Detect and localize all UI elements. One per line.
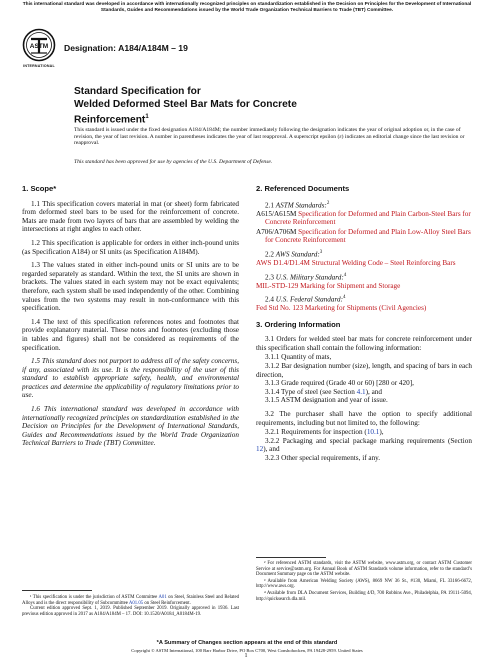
scope-heading: 1. Scope* [22,184,57,193]
issued-note: This standard is issued under the fixed designation A184/A184M; the number immediately following the designation indicates the year of original adoption or, in the case of revision, the year of last revision. A number in parentheses indicates the year of last reapproval. A superscript epsilon (ε) indicates an editorial change since the last revision or reapproval. [74,127,465,147]
ref-2-2-number: 2.2 [265,250,276,259]
summary-of-changes-note: *A Summary of Changes section appears at the end of this standard [156,640,338,646]
page-number: 1 [244,653,248,659]
ref-2-4-number: 2.4 [265,295,276,304]
scope-section [22,185,239,453]
section-10-1-link[interactable]: 10.1 [366,428,380,437]
designation: Designation: A184/A184M – 19 [64,43,188,53]
ref-mil-link[interactable]: Marking for Shipment and Storage [298,281,401,290]
ref-2-3-footnote: 4 [343,272,347,278]
page-title [74,86,454,127]
ordering-3-2-1-a: 3.2.1 Requirements for inspection ( [265,428,367,437]
footnote-1-text-a: ¹ This specification is under the jurisdiction of ASTM Committee [30,595,159,600]
left-footnote [22,595,239,617]
left-footnote-divider [22,590,92,591]
ordering-3-1-1: 3.1.1 Quantity of mats, [265,353,332,362]
astm-logo [22,27,56,73]
footnote-3: ³ Available from American Welding Society (AWS), 8669 NW 36 St., #130, Miami, FL 33166-6672, http://www.aws.org. [256,578,472,590]
ref-2-1-footnote: 2 [326,200,330,206]
scope-1-5: 1.5 This standard does not purport to address all of the safety concerns, if any, associated with its use. It is the responsibility of the user of this standard to establish appropriate safety, health, and environmental practices and determine the applicability of regulatory limitations prior to use. [22,357,239,400]
ordering-3-2: 3.2 The purchaser shall have the option to specify additional requirements, including but not limited to, the following: [256,410,472,427]
section-12-link[interactable]: 12 [256,445,264,454]
committee-link[interactable]: A01 [158,595,167,600]
ref-2-4-label: U.S. Federal Standard: [275,295,343,304]
footnote-1-text-c: on Steel Reinforcement. [143,600,191,606]
ordering-3-1-2: 3.1.2 Bar designation number (size), length, and spacing of bars in each direction, [256,362,472,379]
footnote-1-edition: Current edition approved Sept. 1, 2019. Published September 2019. Originally approved in 1936. Last previous edition approved in 2017 as A184/A184M – 17. DOI: 10.1520/A0184_A0184M-19. [22,606,239,617]
ref-a706-link[interactable]: Specification for Deformed and Plain Low-Alloy Steel Bars for Concrete Reinforcement [265,227,471,245]
scope-1-6: 1.6 This international standard was developed in accordance with internationally recognized principles on standardization established in the Decision on Principles for the Development of International Standards, Guides and Recommendations issued by the World Trade Organization Technical Barriers to Trade (TBT) Committee. [22,405,239,448]
title-line-1: Standard Specification for [74,86,201,97]
ordering-3-1-5: 3.1.5 ASTM designation and year of issue. [265,396,388,405]
ordering-3-1: 3.1 Orders for welded steel bar mats for concrete reinforcement under this specification shall contain the following information: [256,335,472,352]
ref-a615-link[interactable]: Specification for Deformed and Plain Carbon-Steel Bars for Concrete Reinforcement [265,209,471,227]
title-footnote-marker: 1 [145,114,149,120]
ref-aws-code: AWS D1.4/D1.4M [256,258,310,267]
ordering-3-2-2-a: 3.2.2 Packaging and special package marking requirements (Section [265,436,472,445]
ref-fed-code: Fed Std No. 123 [256,304,304,313]
scope-1-1: 1.1 This specification covers material in mat (or sheet) form fabricated from deformed steel bars to be used for the reinforcement of concrete. Mats are made from two layers of bars that are assembled by welding the intersections at right angles to each other. [22,199,239,234]
right-footnotes [256,561,472,602]
ref-2-1-label: ASTM Standards: [275,200,327,209]
ref-2-2-footnote: 3 [319,249,323,255]
footnote-2: ² For referenced ASTM standards, visit the ASTM website, www.astm.org, or contact ASTM Customer Service at service@astm.org. For Annual Book of ASTM Standards volume information, refer to the standard’s Document Summary page on the ASTM website. [256,561,472,578]
title-line-3: Reinforcement [74,114,146,126]
ordering-3-2-1-b: ), [379,428,384,437]
ref-a615-code: A615/A615M [256,209,297,218]
section-4-1-link[interactable]: 4.1 [356,387,366,396]
ordering-3-2-2-b: ), and [263,445,280,454]
ref-a706-code: A706/A706M [256,227,297,236]
ref-2-3-number: 2.3 [265,272,276,281]
ordering-3-1-4-a: 3.1.4 Type of steel (see Section [265,387,357,396]
right-footnote-divider [256,557,326,558]
right-column [256,185,472,463]
ref-2-1-number: 2.1 [265,200,276,209]
ref-2-3-label: U.S. Military Standard: [275,272,344,281]
ordering-3-1-4-b: ), and [365,387,382,396]
footnote-4: ⁴ Available from DLA Document Services, Building 4/D, 700 Robbins Ave., Philadelphia, PA 19111-5094, http://quicksearch.dla.mil. [256,590,472,602]
copyright-line: Copyright © ASTM International, 100 Barr Harbor Drive, PO Box C700, West Conshohocken, PA 19428-2959. United States [131,648,363,653]
scope-1-2: 1.2 This specification is applicable for orders in either inch-pound units (as Specification A184) or SI units (as Specification A184M). [22,238,239,256]
ref-2-4-footnote: 4 [343,295,346,301]
dod-note: This standard has been approved for use by agencies of the U.S. Department of Defense. [74,159,273,165]
ref-aws-link[interactable]: Structural Welding Code – Steel Reinforcing Bars [309,258,456,267]
referenced-heading: 2. Referenced Documents [256,184,350,193]
ordering-3-1-3: 3.1.3 Grade required (Grade 40 or 60) [280 or 420], [265,379,414,388]
scope-1-3: 1.3 The values stated in either inch-pound units or SI units are to be regarded separately as standard. Within the text, the SI units are shown in brackets. The values stated in each system may not be exact equivalents; therefore, each system shall be used independently of the other. Combining values from the two systems may result in non-conformance with this specification. [22,261,239,313]
ordering-3-2-3: 3.2.3 Other special requirements, if any. [265,454,381,462]
ref-2-2-label: AWS Standard: [275,250,320,259]
ordering-heading: 3. Ordering Information [256,319,341,329]
standard-notice: This international standard was developed in accordance with internationally recognized principles on standardization established in the Decision on Principles for the Development of International Standards, Guides and Recommendations issued by the World Trade Organization Technical Barriers to Trade (TBT) Committee. [22,2,472,13]
footnote-1-text-b: on Steel, Stainless Steel and Related Alloys and is the direct responsibility of Subcommittee [22,595,239,606]
logo-caption: INTERNATIONAL [23,64,55,68]
scope-1-4: 1.4 The text of this specification references notes and footnotes that provide explanatory material. These notes and footnotes (excluding those in tables and figures) shall not be considered as requirements of the specification. [22,317,239,352]
subcommittee-link[interactable]: A01.05 [128,600,144,606]
title-line-2: Welded Deformed Steel Bar Mats for Concrete [74,98,297,110]
ref-mil-code: MIL-STD-129 [256,281,299,290]
ref-fed-link[interactable]: Marketing for Shipments (Civil Agencies) [303,304,427,313]
svg-text:ASTM: ASTM [29,43,49,50]
